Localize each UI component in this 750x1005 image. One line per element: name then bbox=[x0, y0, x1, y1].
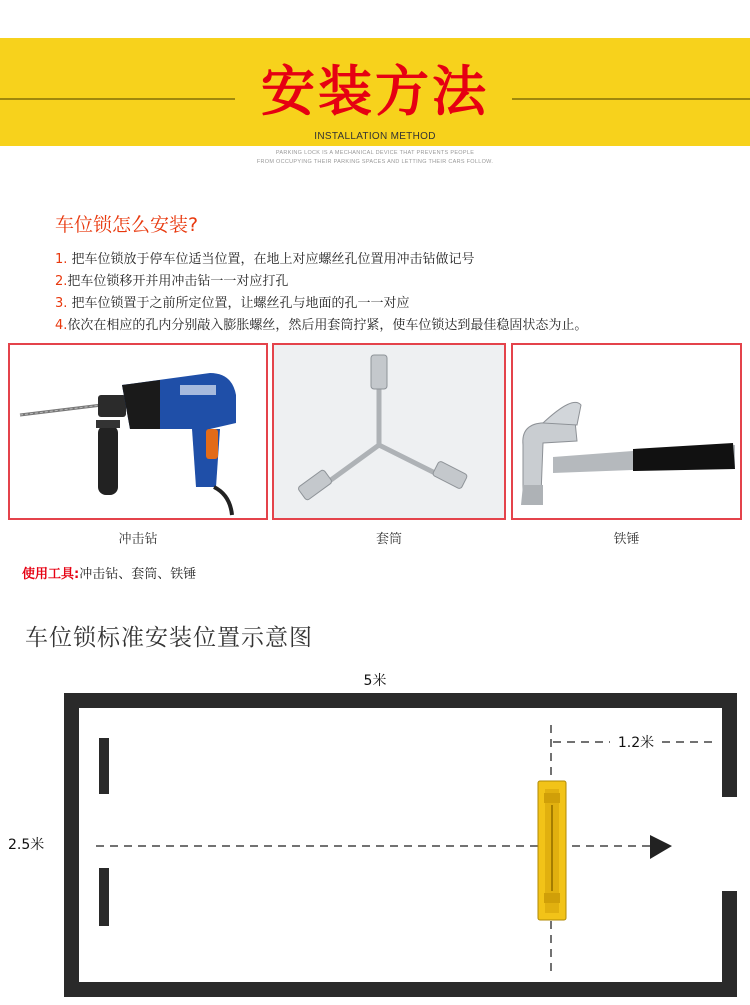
width-label: 5米 bbox=[363, 673, 387, 689]
entry-marker-top bbox=[99, 738, 109, 794]
step-3 bbox=[55, 292, 410, 311]
tools-used-key: 使用工具: bbox=[22, 567, 80, 582]
tagline-line-1: PARKING LOCK IS A MECHANICAL DEVICE THAT PREVENTS PEOPLE bbox=[275, 150, 475, 156]
step-text: 把车位锁置于之前所定位置，让螺丝孔与地面的孔一一对应 bbox=[67, 296, 410, 311]
offset-label: 1.2米 bbox=[617, 735, 655, 751]
installation-diagram bbox=[0, 665, 750, 1005]
tool-label-drill: 冲击钻 bbox=[118, 532, 158, 547]
step-1 bbox=[55, 248, 475, 267]
tool-label-socket: 套筒 bbox=[375, 532, 402, 547]
step-number: 1. bbox=[55, 252, 68, 267]
step-text: 依次在相应的孔内分别敲入膨胀螺丝，然后用套筒拧紧，使车位锁达到最佳稳固状态为止。 bbox=[67, 318, 588, 333]
step-text: 把车位锁放于停车位适当位置，在地上对应螺丝孔位置用冲击钻做记号 bbox=[67, 252, 475, 267]
step-2 bbox=[55, 270, 288, 289]
diagram-title: 车位锁标准安装位置示意图 bbox=[25, 625, 313, 651]
page-subtitle: INSTALLATION METHOD bbox=[314, 131, 436, 142]
step-text: 把车位锁移开并用冲击钻一一对应打孔 bbox=[67, 274, 289, 289]
install-question: 车位锁怎么安装? bbox=[55, 214, 199, 236]
tool-label-hammer: 铁锤 bbox=[613, 532, 640, 547]
y-socket-wrench-icon bbox=[274, 345, 504, 518]
height-label: 2.5米 bbox=[8, 837, 45, 853]
tagline-line-2: FROM OCCUPYING THEIR PARKING SPACES AND LETTING THEIR CARS FOLLOW. bbox=[256, 159, 494, 165]
tool-card-socket bbox=[272, 343, 506, 520]
claw-hammer-icon bbox=[513, 345, 740, 518]
step-number: 2. bbox=[55, 274, 68, 289]
parking-lock-icon bbox=[538, 781, 566, 920]
page-title: 安装方法 bbox=[261, 60, 489, 123]
impact-drill-icon bbox=[10, 345, 266, 518]
direction-arrow-icon bbox=[650, 835, 672, 859]
step-number: 3. bbox=[55, 296, 68, 311]
tool-card-hammer bbox=[511, 343, 742, 520]
step-number: 4. bbox=[55, 318, 68, 333]
step-4 bbox=[55, 314, 587, 333]
entry-marker-bottom bbox=[99, 868, 109, 926]
tool-card-drill bbox=[8, 343, 268, 520]
tools-used bbox=[22, 563, 196, 582]
tools-used-value: 冲击钻、套筒、铁锤 bbox=[79, 567, 197, 582]
